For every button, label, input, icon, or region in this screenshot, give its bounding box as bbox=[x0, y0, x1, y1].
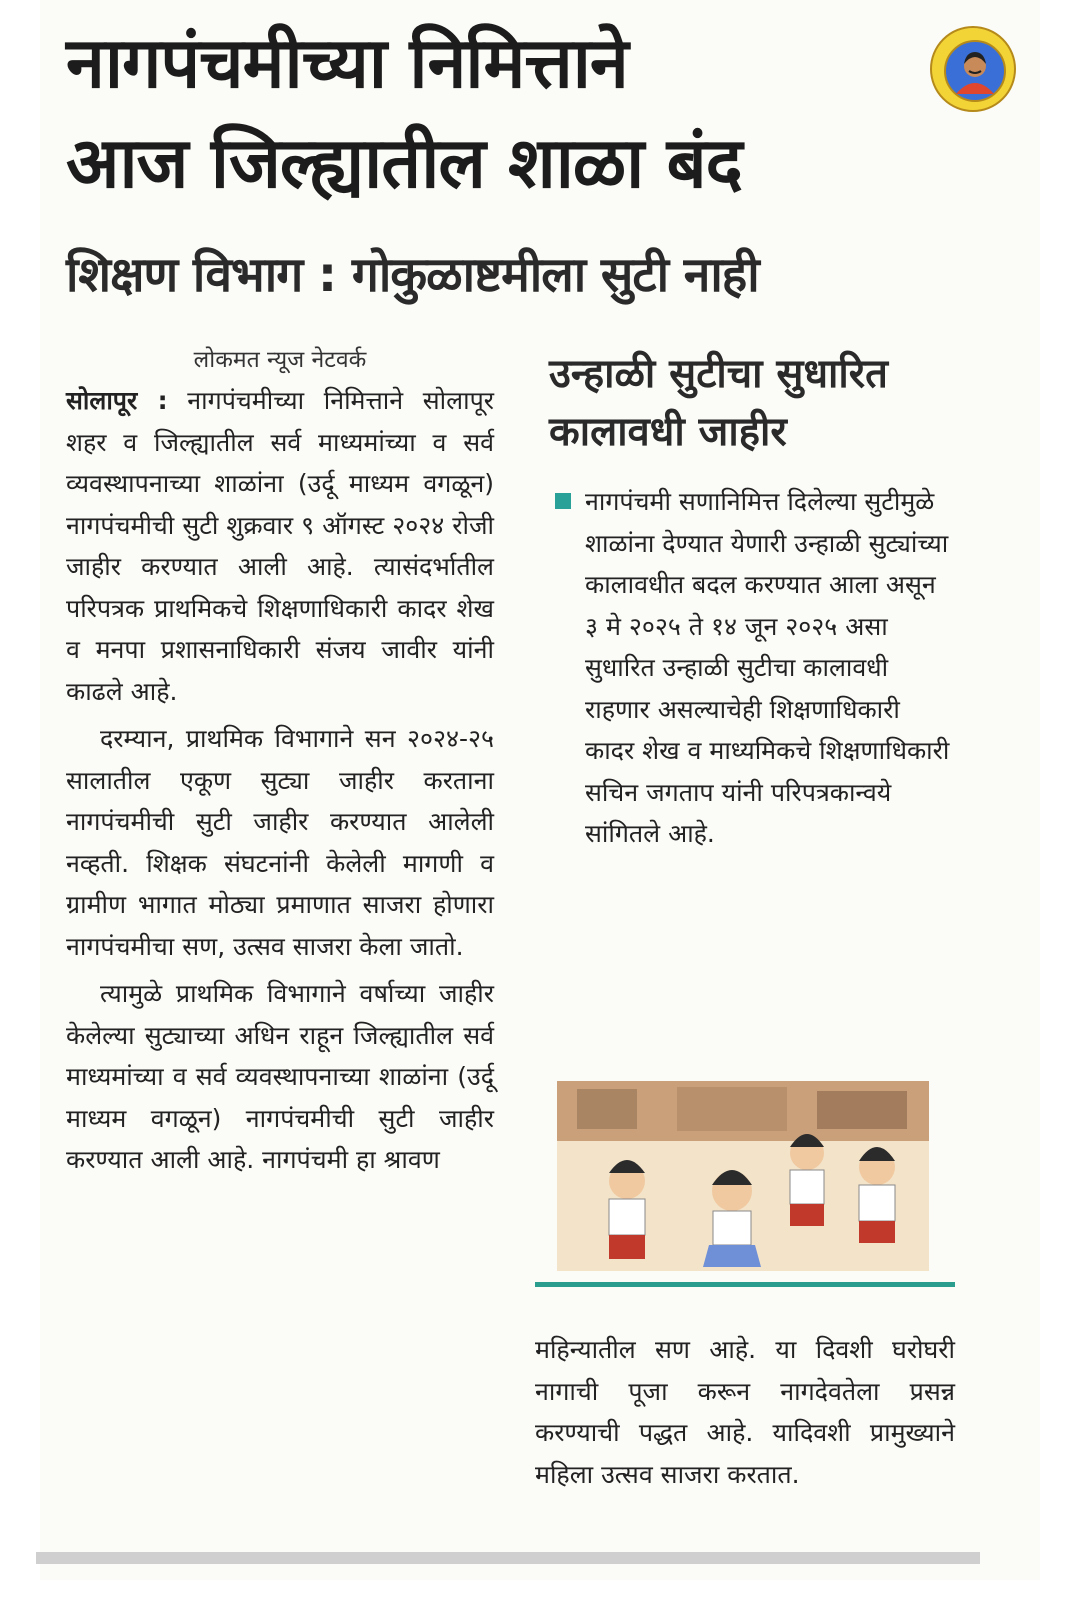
headline-line-1: नागपंचमीच्या निमित्ताने bbox=[66, 22, 628, 104]
schoolchildren-illustration bbox=[557, 1081, 929, 1271]
bullet-square-icon bbox=[555, 493, 571, 509]
child-figure-4 bbox=[859, 1147, 895, 1243]
byline: लोकमत न्यूज नेटवर्क bbox=[193, 347, 367, 373]
article-paragraph-3: त्यामुळे प्राथमिक विभागाने वर्षाच्या जाहीर केलेल्या सुट्याच्या अधिन राहून जिल्ह्यातील सर्व माध्यमांच्या व सर्व व्यवस्थापनाच्या शाळांना (उर्दू माध्यम वगळून) नागपंचमीची सुटी जाहीर करण्यात आली आहे. नागपंचमी हा श्रावण bbox=[66, 979, 494, 1174]
sidebar-box bbox=[535, 345, 955, 855]
dateline: सोलापूर : bbox=[66, 386, 168, 415]
logo-portrait-icon bbox=[932, 28, 1018, 114]
section-divider bbox=[535, 1282, 955, 1287]
subheadline: शिक्षण विभाग : गोकुळाष्टमीला सुटी नाही bbox=[66, 247, 759, 303]
article-paragraph-2: दरम्यान, प्राथमिक विभागाने सन २०२४-२५ सालातील एकूण सुट्या जाहीर करताना नागपंचमीची सुटी जाहीर करण्यात आलेली नव्हती. शिक्षक संघटनांनी केलेली मागणी व ग्रामीण भागात मोठ्या प्रमाणात साजरा होणारा नागपंचमीचा सण, उत्सव साजरा केला जातो. bbox=[66, 724, 494, 961]
child-figure-3 bbox=[790, 1134, 824, 1226]
article-paragraph-1 bbox=[66, 380, 494, 712]
sidebar-body: नागपंचमी सणानिमित्त दिलेल्या सुटीमुळे शाळांना देण्यात येणारी उन्हाळी सुट्यांच्या कालावधीत बदल करण्यात आला असून ३ मे २०२५ ते १४ जून २०२५ असा सुधारित उन्हाळी सुटीचा कालावधी राहणार असल्याचेही शिक्षणाधिकारी कादर शेख व माध्यमिकचे शिक्षणाधिकारी सचिन जगताप यांनी परिपत्रकान्वये सांगितले आहे. bbox=[585, 487, 950, 848]
sidebar-bullet bbox=[535, 481, 955, 855]
page-bottom-rule bbox=[36, 1552, 980, 1564]
article-main-column bbox=[66, 340, 494, 1181]
article-continuation: महिन्यातील सण आहे. या दिवशी घरोघरी नागाची पूजा करून नागदेवतेला प्रसन्न करण्याची पद्धत आहे. यादिवशी प्रामुख्याने महिला उत्सव साजरा करतात. bbox=[535, 1335, 955, 1489]
headline-line-2: आज जिल्ह्यातील शाळा बंद bbox=[66, 122, 742, 204]
author-logo-badge bbox=[930, 26, 1016, 112]
child-figure-1 bbox=[609, 1160, 645, 1259]
sidebar-title: उन्हाळी सुटीचा सुधारित कालावधी जाहीर bbox=[549, 351, 888, 455]
article-paragraph-1-text: नागपंचमीच्या निमित्ताने सोलापूर शहर व जिल्ह्यातील सर्व माध्यमांच्या व सर्व व्यवस्थापनाच्या शाळांना (उर्दू माध्यम वगळून) नागपंचमीची सुटी शुक्रवार ९ ऑगस्ट २०२४ रोजी जाहीर करण्यात आली आहे. त्यासंदर्भातील परिपत्रक प्राथमिकचे शिक्षणाधिकारी कादर शेख व मनपा प्रशासनाधिकारी संजय जावीर यांनी काढले आहे. bbox=[66, 386, 494, 706]
